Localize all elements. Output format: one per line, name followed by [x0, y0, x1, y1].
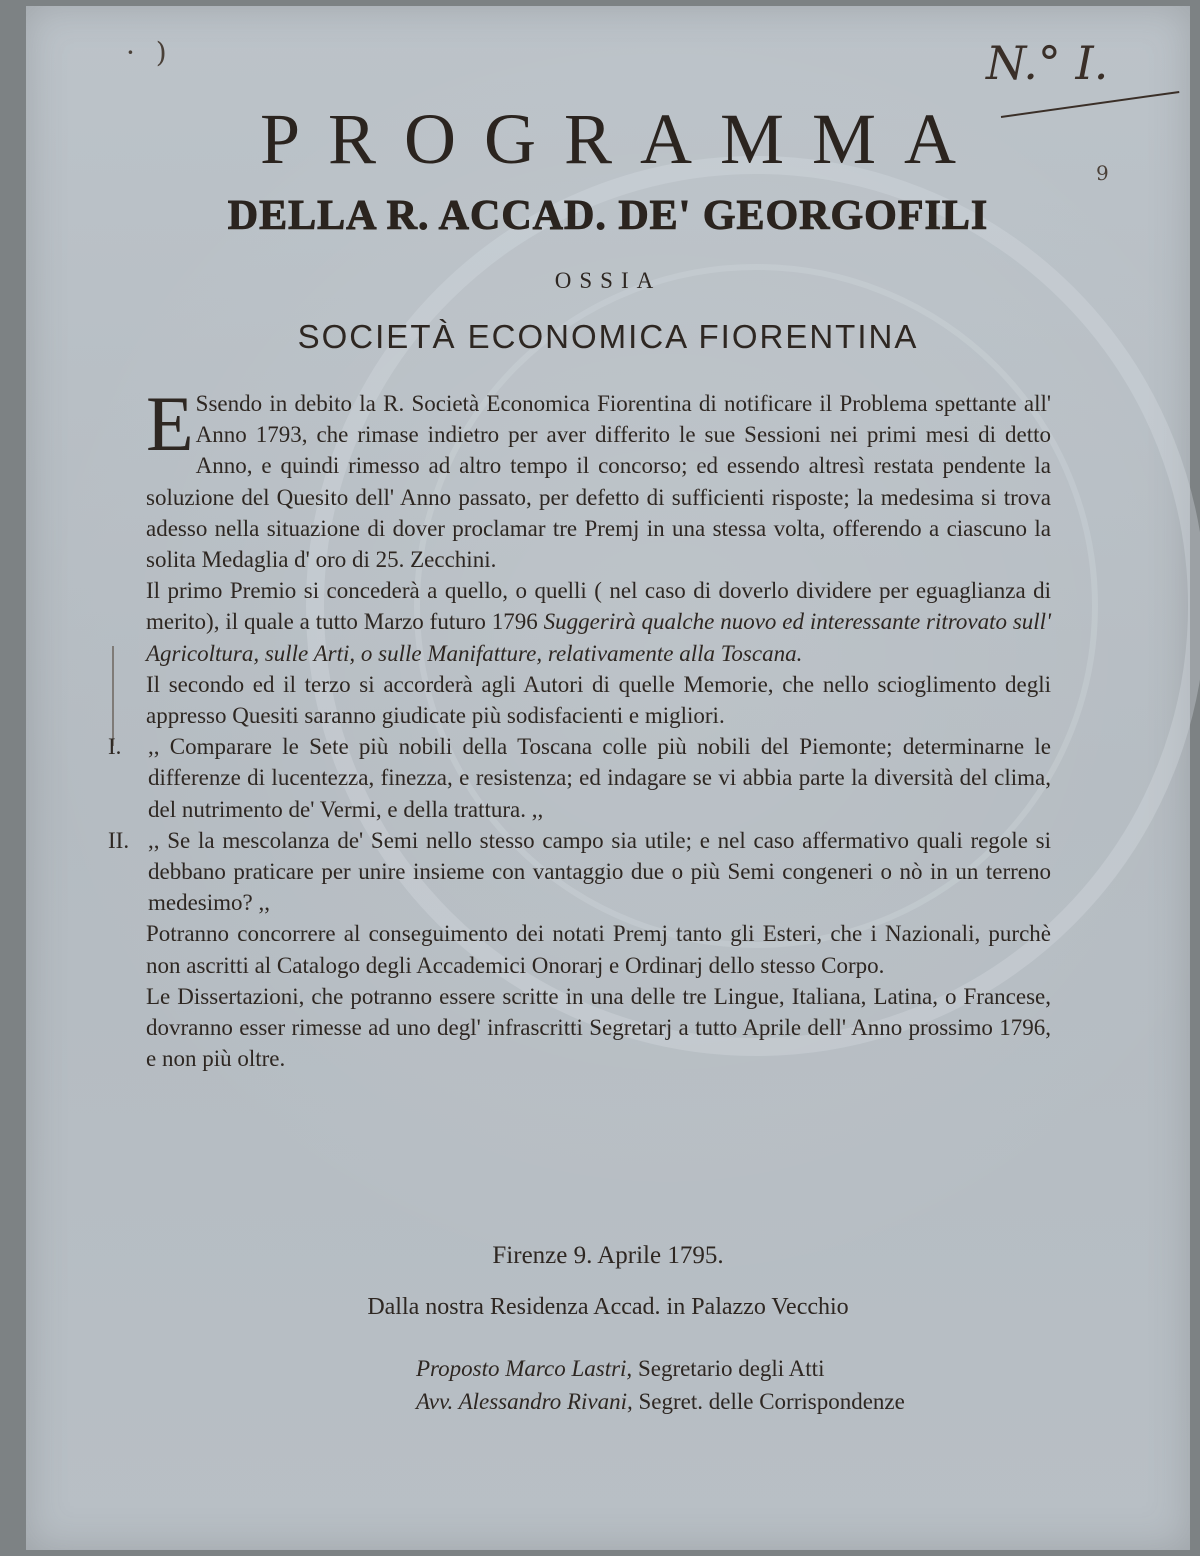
document-sheet — [26, 6, 1190, 1550]
signatory-row — [416, 1385, 905, 1418]
question-item — [108, 731, 1051, 825]
society-name: SOCIETÀ ECONOMICA FIORENTINA — [297, 318, 919, 355]
question-item — [108, 825, 1051, 919]
handwritten-number: N.° I. — [986, 36, 1109, 90]
signatory-name: Proposto Marco Lastri, — [416, 1356, 633, 1381]
second-prize-paragraph: Il secondo ed il terzo si accorderà agli Autori di quelle Memorie, che nello scioglimento degli appresso Quesiti saranno giudicate più sodisfacienti e migliori. — [146, 671, 1051, 729]
first-prize-paragraph — [146, 575, 1051, 669]
question-text: ,, Comparare le Sete più nobili della Toscana colle più nobili del Piemonte; determinarne le differenze di lucentezza, finezza, e resistenza; ed indagare se vi abbia parte la diversità del clima, del nutrimento de' Vermi, e della trattura. ,, — [148, 734, 1051, 822]
signatory-role: Segret. delle Corrispondenze — [638, 1389, 905, 1414]
signatures-block — [416, 1352, 905, 1418]
question-number: I. — [108, 734, 122, 760]
drop-cap: E — [146, 380, 194, 467]
intro-text: Ssendo in debito la R. Società Economica Fiorentina di notificare il Problema spettante all' Anno 1793, che rimase indietro per aver differito le sue Sessioni nei primi mesi di detto Anno, e quindi rimesso ad altro tempo il concorso; ed essendo altresì restata pendente la soluzione del Quesito dell' Anno passato, per defetto di sufficienti risposte; la medesima si trova adesso nella situazione di dover proclamar tre Premj in una stessa volta, offerendo a ciascuno la solita Medaglia d' oro di 25. Zecchini. — [146, 391, 1051, 573]
first-prize-text: Il primo Premio si concederà a quello, o quelli ( nel caso di doverlo dividere per eguaglianza di merito), il quale a tutto Marzo futuro 1796 — [146, 578, 1051, 635]
residence-line: Dalla nostra Residenza Accad. in Palazzo Vecchio — [367, 1294, 849, 1320]
document-title: PROGRAMMA — [259, 99, 985, 179]
document-subtitle: DELLA R. ACCAD. DE' GEORGOFILI — [227, 193, 989, 239]
signatory-name: Avv. Alessandro Rivani, — [416, 1389, 633, 1414]
question-text: ,, Se la mescolanza de' Semi nello stesso campo sia utile; e nel caso affermativo quali regole si debbano praticare per unire insieme con vantaggio due o più Semi congeneri o nò in un terreno medesimo? ,, — [148, 827, 1051, 916]
first-prize-italic: Suggerirà qualche nuovo ed interessante ritrovato sull' Agricoltura, sulle Arti, o sulle Manifatture, relativamente alla Toscana. — [146, 609, 1051, 666]
signatory-role: Segretario degli Atti — [637, 1356, 825, 1381]
page-number: 9 — [1096, 161, 1109, 185]
corner-mark: · ) — [126, 36, 173, 69]
dissertations-paragraph: Le Dissertazioni, che potranno essere scritte in una delle tre Lingue, Italiana, Latina, o Francese, dovranno esser rimesse ad uno degl' infrascritti Segretarj a tutto Aprile dell' Anno prossimo 1796, e non più oltre. — [146, 983, 1051, 1072]
competitors-paragraph: Potranno concorrere al conseguimento dei notati Premj tanto gli Esteri, che i Nazionali, purchè non ascritti al Catalogo degli Accademici Onorarj e Ordinarj dello stesso Corpo. — [146, 921, 1051, 978]
dateline: Firenze 9. Aprile 1795. — [492, 1242, 724, 1269]
signatory-row — [416, 1352, 905, 1385]
intro-paragraph — [146, 380, 1051, 575]
question-number: II. — [108, 827, 130, 853]
document-body — [108, 380, 1051, 1074]
ossia-label: OSSIA — [554, 268, 662, 293]
